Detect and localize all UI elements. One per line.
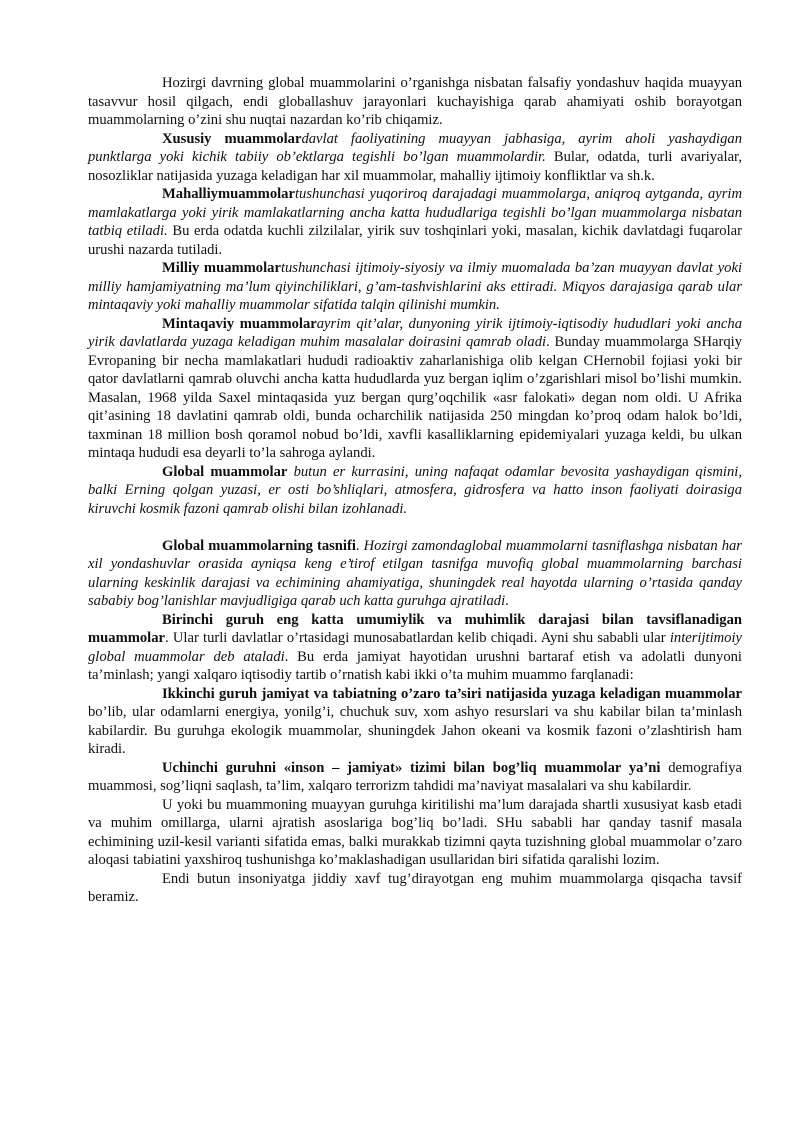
paragraph-classification (88, 537, 742, 611)
text-regional-problems: . Bunday muammolarga SHarqiy Evropaning bir necha mamlakatlari hududi radioaktiv zaharlanishiga olib kelgan CHernobil fojiasi yoki bir qator davlatlarni qamrab oluvchi ancha katta hududlarda yuz bergan iqlim o’zgarishlari misol bo’lishi mumkin. Masalan, 1968 yilda Saxel mintaqasida yuz bergan qurg’oqchilik «asr falokati» degan nom oldi. U Afrika qit’asining 18 davlatini qamrab oldi, bunda ocharchilik natijasida 250 mingdan ko’proq odam halok bo’ldi, taxminan 18 million bosh qoramol nobud bo’ldi, xavfli kasalliklarning epidemiyalari yuzaga keldi, bu ulkan mintaqa hududi esa deyarli to’la sahroga aylandi. (88, 334, 743, 461)
paragraph-group-one (88, 611, 742, 685)
paragraph-group-two (88, 685, 742, 759)
definition-global-problems: butun er kurrasini, uning nafaqat odamlar bevosita yashaydigan qismini, balki Erning qolgan yuzasi, er osti bo’shliqlari, atmosfera, gidrosfera va hatto inson faoliyati doirasiga kiruvchi kosmik fazoni qamrab olishi bilan izohlanadi. (88, 463, 742, 517)
definition-regional-problems: ayrim qit’alar, dunyoning yirik ijtimoiy-iqtisodiy hududlari yoki ancha yirik davlatlarda yuzaga keladigan muhim masalalar doirasini qamrab oladi (88, 315, 742, 350)
term-classification: Global muammolarning tasnifi (162, 537, 356, 554)
text-private-problems: Bular, odatda, turli avariyalar, nosozliklar natijasida yuzaga keladigan har xil muammolar, mahalliy ijtimoiy konfliktlar va sh.k. (88, 149, 742, 184)
paragraph-classification-note: U yoki bu muammoning muayyan guruhga kiritilishi ma’lum darajada shartli xususiyat kasb etadi va muhim omillarga, ularni ajratish asoslariga bog’liq bo’ladi. SHu sababli har qanday tasnif masala echimining uzil-kesil varianti sifatida emas, balki murakkab tizimni qayta tuzishning global muammolar o’zaro aloqasi tabiatini yaxshiroq tushunishga ko’maklashadigan usullaridan biri sifatida qaralishi lozim. (88, 796, 742, 868)
paragraph-regional-problems (88, 315, 742, 463)
term-private-problems: Xususiy muammolar (162, 130, 302, 147)
term-regional-problems: Mintaqaviy muammolar (162, 315, 317, 332)
term-global-problems: Global muammolar (162, 463, 288, 480)
text-group-one-b: . Bu erda jamiyat hayotidan urushni bartaraf etish va adolatli dunyoni ta’minlash; yangi xalqaro iqtisodiy tartib o’rnatish kabi ikki o’ta muhim muammo farqlanadi: (88, 648, 742, 683)
paragraph-intro: Hozirgi davrning global muammolarini o’rganishga nisbatan falsafiy yondashuv haqida muayyan tasavvur hosil qilgach, endi globallashuv jarayonlari kuchayishiga qarab ahamiyati oshib borayotgan muammolarning o’zini shu nuqtai nazardan ko’rib chiqamiz. (88, 75, 742, 128)
text-local-problems: Bu erda odatda kuchli zilzilalar, yirik suv toshqinlari yoki, masalan, kichik davlatdagi fuqarolar urushi nazarda tutiladi. (88, 223, 742, 258)
definition-national-problems: tushunchasi ijtimoiy-siyosiy va ilmiy muomalada ba’zan muayyan davlat yoki milliy hamjamiyatning ma’lum qiyinchiliklari, g’am-tashvishlarini aks ettiradi. Miqyos darajasiga qarab ular mintaqaviy yoki mahalliy muammolar sifatida talqin qilinishi mumkin. (88, 260, 742, 313)
definition-local-problems: tushunchasi yuqoriroq darajadagi muammolarga, aniqroq aytganda, ayrim mamlakatlarga yoki yirik mamlakatlarning ancha katta hududlariga tegishli bo’lgan muammolarga nisbatan tatbiq etiladi. (88, 186, 742, 239)
paragraph-private-problems (88, 130, 742, 186)
definition-classification: Hozirgi zamondaglobal muammolarni tasniflashga nisbatan har xil yondashuvlar orasida ayniqsa keng e’tirof etilgan tasnifga muvofiq global muammolarning barchasi ularning keskinlik darajasi va echimining ahamiyatiga, shuningdek real hayotda ularning o’rtasida qanday sababiy bog’lanishlar mavjudligiga qarab uch katta guruhga ajratiladi (88, 537, 742, 609)
document-page (88, 74, 742, 907)
term-group-one: Birinchi guruh eng katta umumiylik va muhimlik darajasi bilan tavsiflanadigan muammolar (88, 611, 742, 646)
paragraph-global-problems (88, 463, 742, 519)
text-group-three: demografiya muammosi, sog’liqni saqlash, ta’lim, xalqaro terrorizm tahdidi ma’naviyat masalalari va shu kabilardir. (88, 759, 742, 794)
text-group-two: bo’lib, ular odamlarni energiya, yonilg’i, chuchuk suv, xom ashyo resurslari va shu kabilar bilan ta’minlash kabilardir. Bu guruhga ekologik muammolar, shuningdek Jahon okeani va kosmik fazoni o’zlashtirish ham kiradi. (88, 704, 742, 757)
text-group-one-a: . Ular turli davlatlar o’rtasidagi munosabatlardan kelib chiqadi. Ayni shu sababli ular (165, 630, 670, 646)
paragraph-national-problems (88, 259, 742, 315)
text-classification-b: . (505, 593, 509, 609)
term-local-problems: Mahalliymuammolar (162, 186, 295, 202)
paragraph-local-problems (88, 185, 742, 259)
definition-private-problems: davlat faoliyatining muayyan jabhasiga, ayrim aholi yashaydigan punktlarga yoki kichik tabiiy ob’ektlarga tegishli bo’lgan muammolardir. (88, 130, 742, 165)
blank-line (88, 518, 742, 537)
term-national-problems: Milliy muammolar (162, 260, 281, 276)
term-group-three: Uchinchi guruhni «inson – jamiyat» tizimi bilan bog’liq muammolar ya’ni (162, 759, 661, 776)
paragraph-conclusion: Endi butun insoniyatga jiddiy xavf tug’dirayotgan eng muhim muammolarga qisqacha tavsif beramiz. (88, 870, 742, 905)
text-classification-a: . (355, 537, 364, 554)
paragraph-group-three (88, 759, 742, 796)
definition-group-one: interijtimoiy global muammolar deb ataladi (88, 630, 742, 665)
term-group-two: Ikkinchi guruh jamiyat va tabiatning o’zaro ta’siri natijasida yuzaga keladigan muammolar (162, 685, 742, 702)
